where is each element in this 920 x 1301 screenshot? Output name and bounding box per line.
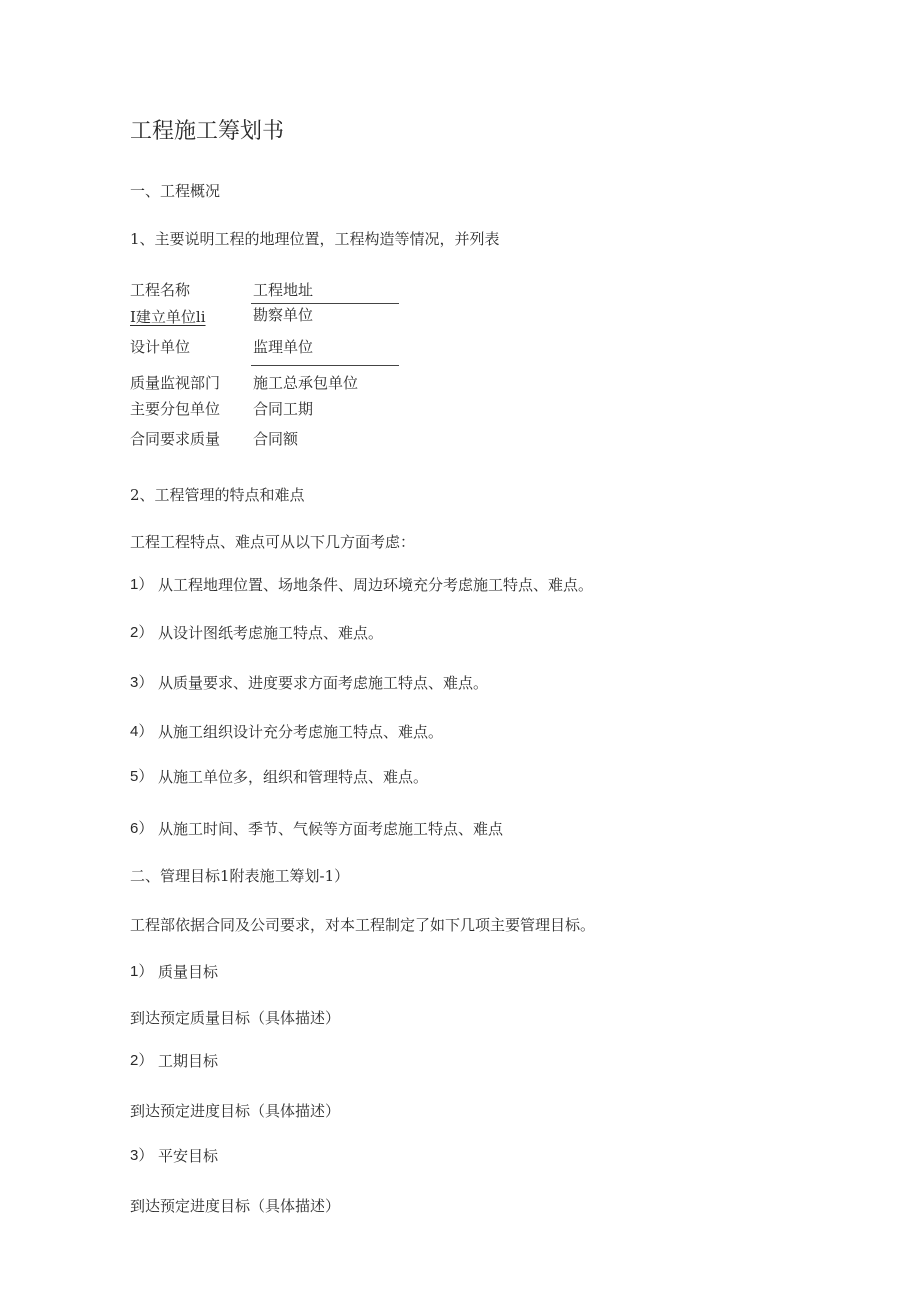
- table-cell-right: 勘察单位: [253, 306, 314, 324]
- table-cell-left: I建立单位li: [130, 308, 206, 326]
- table-cell-left: 工程名称: [130, 281, 191, 299]
- goal-label: 质量目标: [158, 963, 219, 981]
- table-cell-right: 合同额: [253, 430, 299, 448]
- table-cell-left: 主要分包单位: [130, 400, 221, 418]
- list-item-text: 从工程地理位置、场地条件、周边环境充分考虑施工特点、难点。: [158, 576, 594, 594]
- table-cell-right: 工程地址: [253, 281, 314, 299]
- goal-number: 1）: [130, 963, 154, 980]
- list-item-text: 从施工时间、季节、气候等方面考虑施工特点、难点: [158, 820, 504, 838]
- table-cell-right: 施工总承包单位: [253, 374, 359, 392]
- table-cell-left: 质量监视部门: [130, 374, 221, 392]
- table-cell-left: 设计单位: [130, 338, 191, 356]
- table-cell-right: 监理单位: [253, 338, 314, 356]
- list-item-text: 从施工单位多，组织和管理特点、难点。: [158, 768, 429, 786]
- table-rule: [251, 303, 399, 304]
- list-item-number: 5）: [130, 768, 154, 785]
- list-item-number: 3）: [130, 674, 154, 691]
- list-item-number: 6）: [130, 820, 154, 837]
- list-item-number: 2）: [130, 624, 154, 641]
- goal-label: 工期目标: [158, 1052, 219, 1070]
- table-cell-right: 合同工期: [253, 400, 314, 418]
- item-heading-2: 2、工程管理的特点和难点: [130, 486, 305, 504]
- goal-number: 2）: [130, 1052, 154, 1069]
- goal-description: 到达预定质量目标（具体描述）: [130, 1009, 341, 1027]
- list-item-number: 1）: [130, 576, 154, 593]
- item-heading-1: 1、主要说明工程的地理位置，工程构造等情况，并列表: [130, 230, 500, 248]
- section-heading-2: 二、管理目标1附表施工筹划-1）: [130, 867, 350, 885]
- list-item-text: 从质量要求、进度要求方面考虑施工特点、难点。: [158, 674, 489, 692]
- paragraph: 工程部依据合同及公司要求，对本工程制定了如下几项主要管理目标。: [130, 916, 596, 934]
- goal-description: 到达预定进度目标（具体描述）: [130, 1197, 341, 1215]
- document-title: 工程施工筹划书: [130, 119, 285, 144]
- goal-number: 3）: [130, 1147, 154, 1164]
- paragraph: 工程工程特点、难点可从以下几方面考虑：: [130, 533, 416, 551]
- section-heading-1: 一、工程概况: [130, 182, 221, 200]
- goal-label: 平安目标: [158, 1147, 219, 1165]
- goal-description: 到达预定进度目标（具体描述）: [130, 1102, 341, 1120]
- list-item-text: 从设计图纸考虑施工特点、难点。: [158, 624, 384, 642]
- table-cell-left: 合同要求质量: [130, 430, 221, 448]
- table-rule: [251, 365, 399, 366]
- list-item-number: 4）: [130, 723, 154, 740]
- list-item-text: 从施工组织设计充分考虑施工特点、难点。: [158, 723, 444, 741]
